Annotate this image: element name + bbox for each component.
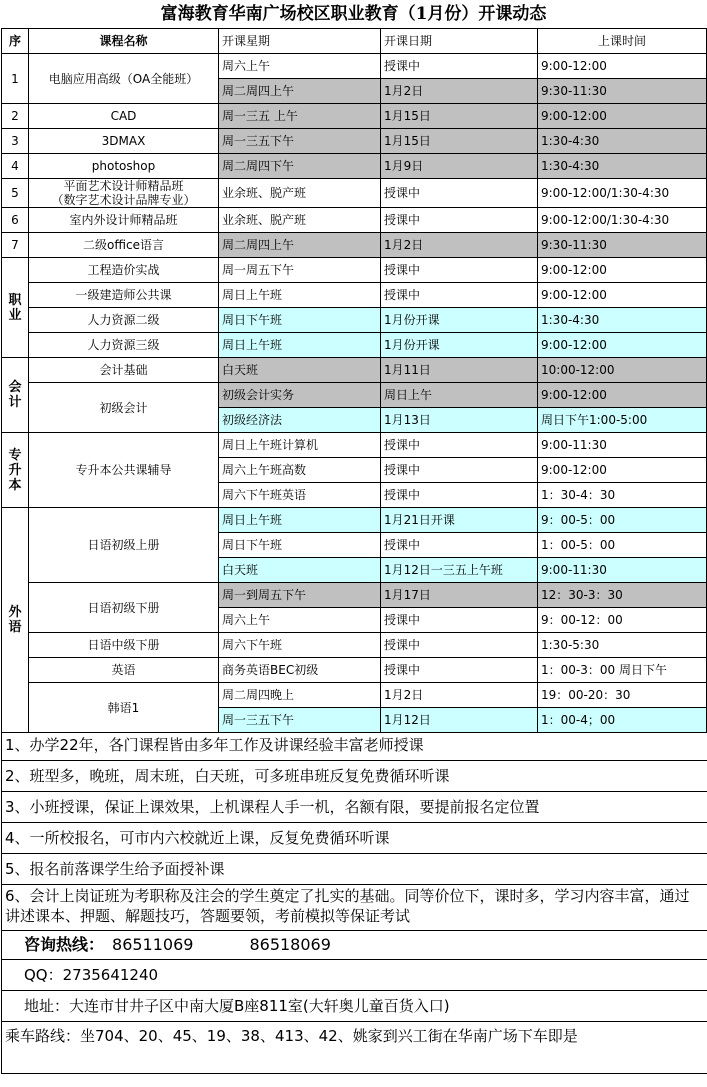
note-4: 4、一所校报名，可市内六校就近上课，反复免费循环听课: [2, 823, 707, 854]
address: 地址：大连市甘井子区中南大厦B座811室(大轩奥儿童百货入口): [2, 991, 707, 1022]
hotline-number-2: 86518069: [249, 935, 331, 954]
time-cell: 9:00-12:00: [538, 333, 707, 358]
time-cell: 9:00-12:00: [538, 258, 707, 283]
week-cell: 周日下午班: [219, 533, 381, 558]
course-name-line2: （数字艺术设计品牌专业）: [51, 193, 196, 207]
table-row: [2, 583, 707, 608]
category-upgrade: 专升本: [2, 433, 29, 508]
week-cell: 周二周四晚上: [219, 683, 381, 708]
time-cell: 9:30-11:30: [538, 233, 707, 258]
week-cell: 周日上午班: [219, 508, 381, 533]
table-row: [2, 433, 707, 458]
course-table: [1, 28, 707, 733]
week-cell: 白天班: [219, 558, 381, 583]
time-cell: 1:30-4:30: [538, 129, 707, 154]
table-row: [2, 233, 707, 258]
time-cell: 9:00-12:00/1:30-4:30: [538, 179, 707, 208]
date-cell: 周日上午: [381, 383, 538, 408]
time-cell: 9:00-12:00: [538, 104, 707, 129]
notes-section: [1, 730, 707, 1074]
date-cell: 1月12日: [381, 708, 538, 733]
week-cell: 初级经济法: [219, 408, 381, 433]
table-row: [2, 508, 707, 533]
week-cell: 周日上午班: [219, 283, 381, 308]
row-no: 5: [2, 179, 29, 208]
week-cell: 周日下午班: [219, 308, 381, 333]
week-cell: 业余班、脱产班: [219, 208, 381, 233]
week-cell: 周六下午班: [219, 633, 381, 658]
note-5: 5、报名前落课学生给予面授补课: [2, 854, 707, 885]
course-name-line1: 平面艺术设计师精品班: [63, 179, 184, 193]
date-cell: 1月17日: [381, 583, 538, 608]
week-cell: 周二周四上午: [219, 79, 381, 104]
date-cell: 1月12日一三五上午班: [381, 558, 538, 583]
header-course: 课程名称: [29, 29, 219, 54]
table-row: [2, 179, 707, 208]
time-cell: 9:00-12:00/1:30-4:30: [538, 208, 707, 233]
course-name: 初级会计: [29, 383, 219, 433]
time-cell: 1：30-4：30: [538, 483, 707, 508]
note-1: 1、办学22年，各门课程皆由多年工作及讲课经验丰富老师授课: [2, 730, 707, 761]
date-cell: 授课中: [381, 179, 538, 208]
course-name: photoshop: [29, 154, 219, 179]
row-no: 1: [2, 54, 29, 104]
time-cell: 1:30-4:30: [538, 154, 707, 179]
table-row: [2, 54, 707, 79]
week-cell: 周一三五下午: [219, 129, 381, 154]
course-name: CAD: [29, 104, 219, 129]
row-no: 7: [2, 233, 29, 258]
date-cell: 1月2日: [381, 683, 538, 708]
hotline-number-1: 86511069: [112, 935, 194, 954]
time-cell: 1：00-5：00: [538, 533, 707, 558]
week-cell: 初级会计实务: [219, 383, 381, 408]
time-cell: 9:00-12:00: [538, 283, 707, 308]
table-row: [2, 283, 707, 308]
date-cell: 1月13日: [381, 408, 538, 433]
date-cell: 1月份开课: [381, 308, 538, 333]
time-cell: 9:00-11:30: [538, 558, 707, 583]
week-cell: 周一周五下午: [219, 258, 381, 283]
header-week: 开课星期: [219, 29, 381, 54]
course-name: 日语中级下册: [29, 633, 219, 658]
date-cell: 授课中: [381, 258, 538, 283]
header-no: 序: [2, 29, 29, 54]
time-cell: 9:00-12:00: [538, 458, 707, 483]
time-cell: 9:00-11:30: [538, 433, 707, 458]
qq-contact: QQ：2735641240: [2, 960, 707, 991]
row-no: 2: [2, 104, 29, 129]
course-name: 3DMAX: [29, 129, 219, 154]
course-name: 会计基础: [29, 358, 219, 383]
week-cell: 周日上午班: [219, 333, 381, 358]
category-language: 外语: [2, 508, 29, 733]
time-cell: 12：30-3：30: [538, 583, 707, 608]
date-cell: 授课中: [381, 608, 538, 633]
row-no: 3: [2, 129, 29, 154]
time-cell: 1：00-3：00 周日下午: [538, 658, 707, 683]
row-no: 4: [2, 154, 29, 179]
week-cell: 周六上午班高数: [219, 458, 381, 483]
course-name: 室内外设计师精品班: [29, 208, 219, 233]
hotline: [2, 931, 707, 960]
week-cell: 周日上午班计算机: [219, 433, 381, 458]
course-name: 一级建造师公共课: [29, 283, 219, 308]
date-cell: 1月9日: [381, 154, 538, 179]
date-cell: 授课中: [381, 433, 538, 458]
table-row: [2, 154, 707, 179]
date-cell: 授课中: [381, 208, 538, 233]
time-cell: 9:30-11:30: [538, 79, 707, 104]
date-cell: 1月2日: [381, 79, 538, 104]
date-cell: 授课中: [381, 54, 538, 79]
course-name: 专升本公共课辅导: [29, 433, 219, 508]
week-cell: 周六上午: [219, 608, 381, 633]
time-cell: 9:00-12:00: [538, 54, 707, 79]
category-accounting: 会计: [2, 358, 29, 433]
time-cell: 1：00-4；00: [538, 708, 707, 733]
header-time: 上课时间: [538, 29, 707, 54]
table-row: [2, 383, 707, 408]
date-cell: 授课中: [381, 458, 538, 483]
time-cell: 1:30-4:30: [538, 308, 707, 333]
note-3: 3、小班授课，保证上课效果，上机课程人手一机，名额有限，要提前报名定位置: [2, 792, 707, 823]
time-cell: 10:00-12:00: [538, 358, 707, 383]
course-name: 二级office语言: [29, 233, 219, 258]
hotline-label: 咨询热线：: [24, 935, 105, 954]
table-row: [2, 104, 707, 129]
course-name: 电脑应用高级（OA全能班）: [29, 54, 219, 104]
time-cell: 19：00-20：30: [538, 683, 707, 708]
date-cell: 1月21日开课: [381, 508, 538, 533]
week-cell: 周一到周五下午: [219, 583, 381, 608]
time-cell: 9：00-12：00: [538, 608, 707, 633]
date-cell: 授课中: [381, 633, 538, 658]
week-cell: 周六下午班英语: [219, 483, 381, 508]
date-cell: 1月份开课: [381, 333, 538, 358]
category-vocational: 职业: [2, 258, 29, 358]
course-name: 人力资源三级: [29, 333, 219, 358]
time-cell: 1:30-5:30: [538, 633, 707, 658]
course-name: 工程造价实战: [29, 258, 219, 283]
week-cell: 业余班、脱产班: [219, 179, 381, 208]
course-name: 韩语1: [29, 683, 219, 733]
table-row: [2, 683, 707, 708]
date-cell: 授课中: [381, 483, 538, 508]
table-row: [2, 258, 707, 283]
date-cell: 1月15日: [381, 129, 538, 154]
week-cell: 周六上午: [219, 54, 381, 79]
table-row: [2, 658, 707, 683]
week-cell: 周一三五 上午: [219, 104, 381, 129]
date-cell: 1月2日: [381, 233, 538, 258]
course-name: [29, 179, 219, 208]
table-header-row: [2, 29, 707, 54]
week-cell: 周二周四上午: [219, 233, 381, 258]
table-row: [2, 308, 707, 333]
table-row: [2, 358, 707, 383]
date-cell: 授课中: [381, 283, 538, 308]
week-cell: 白天班: [219, 358, 381, 383]
page-title: 富海教育华南广场校区职业教育（1月份）开课动态: [160, 4, 547, 24]
week-cell: 周一三五下午: [219, 708, 381, 733]
course-name: 日语初级下册: [29, 583, 219, 633]
row-no: 6: [2, 208, 29, 233]
note-6: 6、会计上岗证班为考职称及注会的学生奠定了扎实的基础。同等价位下，课时多，学习内容丰富，通过讲述课本、押题、解题技巧，答题要领，考前模拟等保证考试: [2, 885, 707, 931]
table-row: [2, 129, 707, 154]
week-cell: 周二周四下午: [219, 154, 381, 179]
course-name: 人力资源二级: [29, 308, 219, 333]
table-row: [2, 333, 707, 358]
table-row: [2, 633, 707, 658]
time-cell: 9:00-12:00: [538, 383, 707, 408]
course-name: 英语: [29, 658, 219, 683]
time-cell: 9：00-5：00: [538, 508, 707, 533]
bus-route: 乘车路线：坐704、20、45、19、38、413、42、姚家到兴工街在华南广场下车即是: [2, 1022, 707, 1074]
date-cell: 1月11日: [381, 358, 538, 383]
week-cell: 商务英语BEC初级: [219, 658, 381, 683]
date-cell: 授课中: [381, 658, 538, 683]
date-cell: 授课中: [381, 533, 538, 558]
header-date: 开课日期: [381, 29, 538, 54]
note-2: 2、班型多，晚班，周末班，白天班，可多班串班反复免费循环听课: [2, 761, 707, 792]
time-cell: 周日下午1:00-5:00: [538, 408, 707, 433]
date-cell: 1月15日: [381, 104, 538, 129]
table-row: [2, 208, 707, 233]
course-name: 日语初级上册: [29, 508, 219, 583]
